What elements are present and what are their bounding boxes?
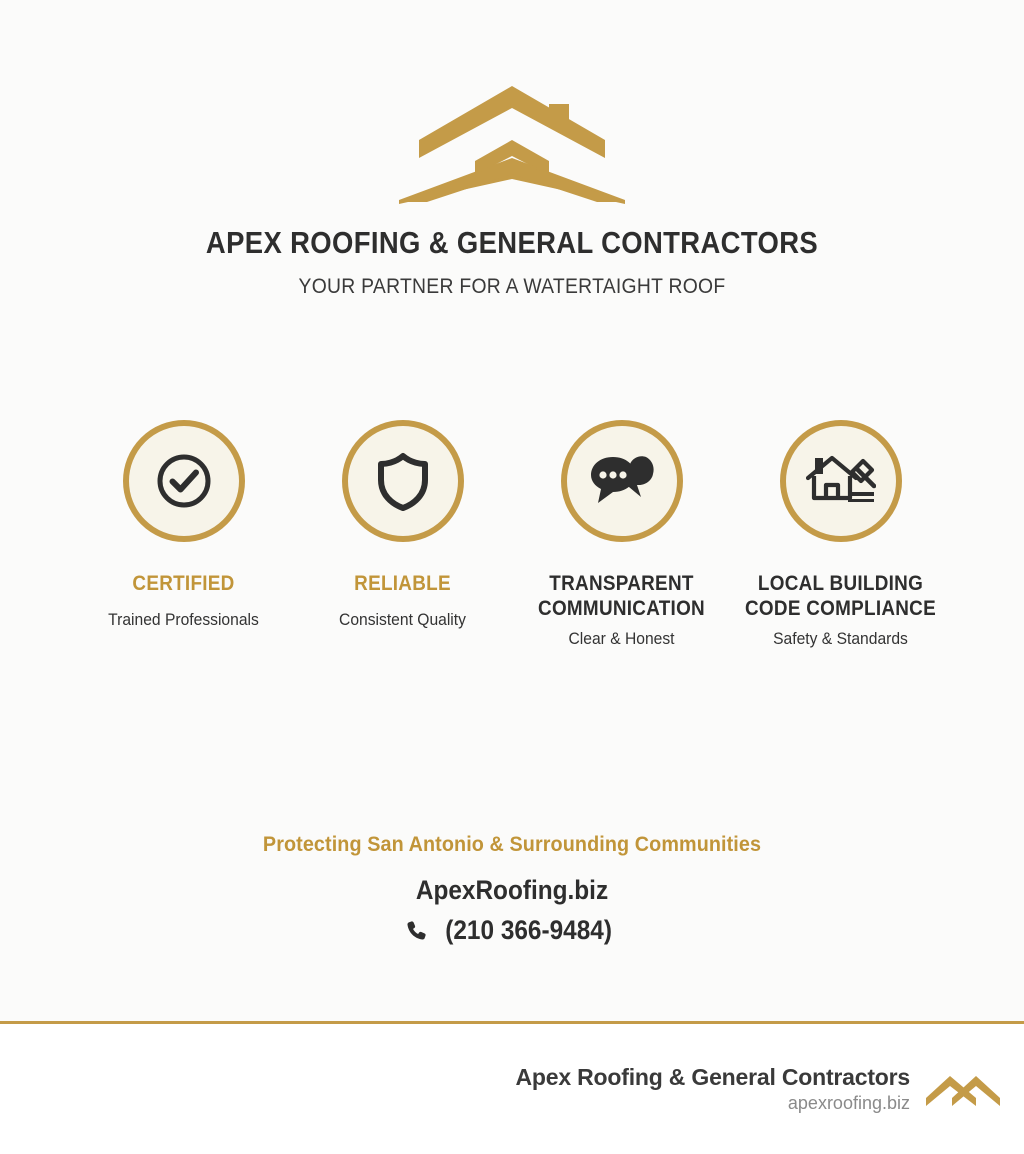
- phone-number: (210 366-9484): [445, 915, 612, 945]
- feature-title: RELIABLE: [354, 572, 451, 595]
- tagline: YOUR PARTNER FOR A WATERTAIGHT ROOF: [298, 274, 726, 298]
- page-title: APEX ROOFING & GENERAL CONTRACTORS: [205, 226, 819, 260]
- check-circle-icon: [153, 450, 215, 512]
- house-gavel-icon: [806, 452, 876, 510]
- feature-description: Consistent Quality: [339, 609, 466, 629]
- badge-certified: [123, 420, 245, 542]
- badge-code-compliance: [780, 420, 902, 542]
- header: [0, 0, 1024, 299]
- footer: [0, 1024, 1024, 1154]
- feature-item-code-compliance: [731, 420, 950, 649]
- feature-item-certified: [74, 420, 293, 649]
- contact-section: [0, 832, 1024, 946]
- roof-chevron-mark: [924, 1068, 1002, 1110]
- feature-title: CERTIFIED: [132, 572, 235, 595]
- service-area-text: Protecting San Antonio & Surrounding Communities: [262, 832, 762, 856]
- feature-description: Trained Professionals: [108, 609, 259, 629]
- badge-reliable: [342, 420, 464, 542]
- feature-title: LOCAL BUILDING CODE COMPLIANCE: [745, 572, 936, 620]
- shield-icon: [373, 450, 433, 512]
- speech-bubbles-icon: [589, 451, 655, 511]
- phone-icon: [405, 919, 428, 942]
- footer-website[interactable]: apexroofing.biz: [787, 1093, 910, 1113]
- footer-text-block: [516, 1064, 910, 1114]
- feature-title: TRANSPARENT COMMUNICATION: [538, 572, 705, 620]
- feature-list: [0, 420, 1024, 649]
- footer-company-name: Apex Roofing & General Contractors: [515, 1064, 910, 1090]
- feature-description: Clear & Honest: [568, 629, 675, 649]
- website-link[interactable]: ApexRoofing.biz: [415, 875, 609, 905]
- feature-item-reliable: [293, 420, 512, 649]
- feature-item-communication: [512, 420, 731, 649]
- roof-chevron-logo: [397, 78, 627, 204]
- phone-row[interactable]: [0, 915, 1024, 946]
- feature-description: Safety & Standards: [773, 629, 908, 649]
- badge-communication: [561, 420, 683, 542]
